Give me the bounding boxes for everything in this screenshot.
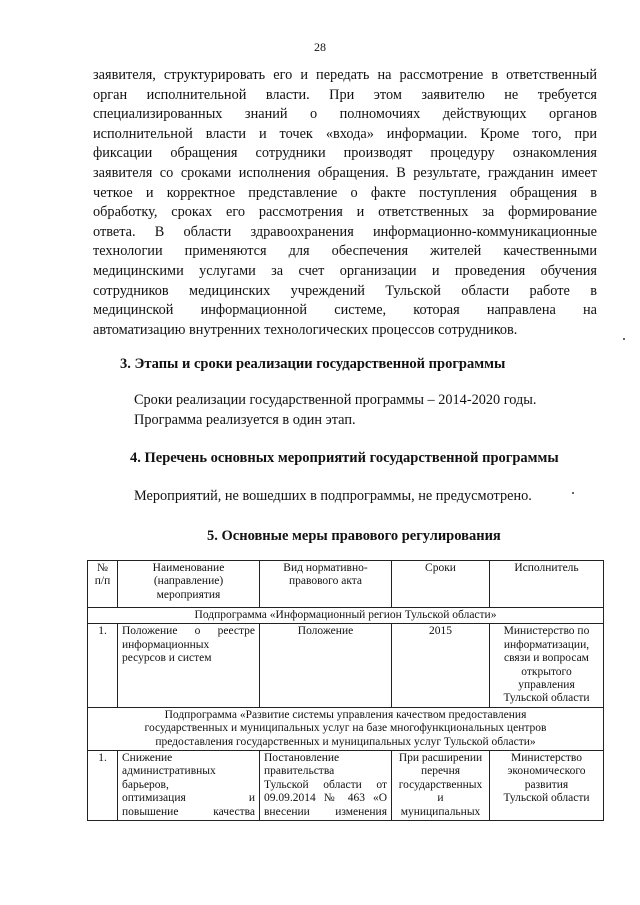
table-header-row [88, 561, 604, 608]
row-act: Положение [260, 624, 392, 707]
table-row [88, 751, 604, 821]
table-subprogram-row [88, 707, 604, 750]
intro-line: обработку, сроках его рассмотрения и ответственных за формирование [93, 204, 597, 221]
page-number: 28 [314, 40, 326, 54]
header-act: Вид нормативно- правового акта [260, 561, 392, 608]
row-executor: Министерство по информатизации, связи и вопросам открытого управления Тульской области [490, 624, 604, 707]
intro-line: технологии применяются для обеспечения жителей качественными [93, 243, 597, 260]
header-terms: Сроки [392, 561, 490, 608]
intro-paragraph [93, 66, 597, 340]
intro-line: ответа. В области здравоохранения информационно-коммуникационные [93, 223, 597, 240]
row-terms: 2015 [392, 624, 490, 707]
row-act: Постановление правительства Тульской области от 09.09.2014 № 463 «О внесении изменения [260, 751, 392, 821]
section-3-title: 3. Этапы и сроки реализации государственной программы [120, 356, 506, 372]
intro-line: заявителя, структурировать его и передать на рассмотрение в ответственный [93, 67, 597, 83]
row-num: 1. [88, 751, 118, 821]
section-3-text-1: Сроки реализации государственной программы – 2014-2020 годы. [134, 392, 537, 408]
row-name: Снижение административных барьеров, оптимизация и повышение качества [118, 751, 260, 821]
intro-line: орган исполнительной власти. При этом заявителю не требуется [93, 86, 597, 103]
header-executor: Исполнитель [490, 561, 604, 608]
intro-line: специализированных знаний о полномочиях действующих органов [93, 106, 597, 123]
section-3-text-2: Программа реализуется в один этап. [134, 412, 356, 428]
scan-speck [572, 492, 574, 494]
section-4-text: Мероприятий, не вошедших в подпрограммы, не предусмотрено. [134, 488, 532, 504]
intro-line: исполнительной власти и точек «входа» информации. Кроме того, при [93, 125, 597, 142]
subprogram-2-title: Подпрограмма «Развитие системы управления качеством предоставления государственных и муниципальных услуг на базе многофункциональных центров предоставления государственных и муниципальных услуг Тульской области» [88, 707, 604, 750]
intro-line: автоматизацию внутренних технологических процессов сотрудников. [93, 321, 518, 338]
row-executor: Министерство экономического развития Тульской области [490, 751, 604, 821]
table-subprogram-row [88, 608, 604, 624]
section-5-title: 5. Основные меры правового регулирования [207, 528, 501, 544]
table-row [88, 624, 604, 707]
legal-measures-table [87, 560, 604, 821]
subprogram-1-title: Подпрограмма «Информационный регион Тульской области» [88, 608, 604, 624]
header-num: № п/п [88, 561, 118, 608]
row-terms: При расширении перечня государственных и муниципальных [392, 751, 490, 821]
row-name: Положение о реестре информационных ресурсов и систем [118, 624, 260, 707]
intro-line: фиксации обращения сотрудники производят процедуру ознакомления [93, 145, 597, 162]
header-name: Наименование (направление) мероприятия [118, 561, 260, 608]
intro-line: заявителя со сроками исполнения обращения. В результате, гражданин имеет [93, 164, 597, 181]
intro-line: четкое и корректное представление о факте поступления обращения в [93, 184, 597, 201]
section-4-title: 4. Перечень основных мероприятий государственной программы [130, 450, 559, 466]
intro-line: медицинской информационной системе, которая направлена на [93, 302, 597, 319]
intro-line: медицинскими услугами за счет организации и проведения обучения [93, 262, 597, 279]
intro-line: сотрудников медицинских учреждений Тульской области работе в [93, 282, 597, 299]
scan-speck [623, 338, 625, 340]
row-num: 1. [88, 624, 118, 707]
